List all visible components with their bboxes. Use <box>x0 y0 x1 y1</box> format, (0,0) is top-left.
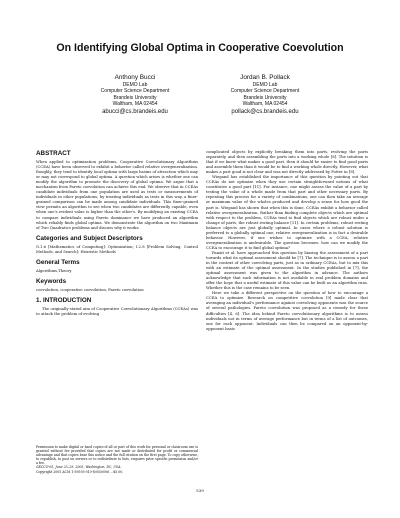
terms-heading: General Terms <box>36 258 80 266</box>
permission-text: Permission to make digital or hard copies of all or part of this work for personal or classroom use is granted without fee provided that copies are not made or distributed for profit or commercial advantage and that copies bear this notice and the full citation on the first page. To copy otherwise, to republish, to post on servers or to redistribute to lists, requires prior specific permission and/or a fee. <box>36 445 198 466</box>
categories-text: G.1.6 [Mathematics of Computing]: Optimization; I.2.8 [Problem Solving, Control Methods, and Search]: Heuristic Methods <box>36 244 198 254</box>
author-dept: Computer Science Department <box>230 88 300 95</box>
body-paragraph: Panait et al. have approached this question by biasing the assessment of a part towards what its optimal assessment should be [7]. The technique is to assess a part in the context of other coevolving parts, just as in ordinary CCEAs, but to mix this with an estimate of the optimal assessment. In the studies published in [7], the optimal assessment was given to the algorithm in advance. The authors acknowledge that such information is not available in real problem domains and offer the hope that a useful estimate of this value can be built as an algorithm runs. Whether this is the case remains to be seen. <box>206 250 368 291</box>
permission-footnote <box>36 445 198 474</box>
author-block-1 <box>65 74 205 116</box>
paper-title: On Identifying Global Optima in Cooperative Coevolution <box>56 42 344 54</box>
abstract-heading: ABSTRACT <box>36 150 71 157</box>
body-paragraph: Here we take a different perspective on the question of how to encourage a CCEA to optimize. Research on competitive coevolution [9] made clear that averaging an individual's performance against coevolving opponents was the source of several pathologies. Pareto coevolution was proposed as a remedy for these difficulties [4, 6]. The idea behind Pareto coevolutionary algorithms is to assess individuals not in terms of average performance but in terms of a list of outcomes, one for each opponent. Individuals can then be compared on an opponent-by-opponent basis <box>206 291 368 331</box>
author-city: Waltham, MA 02454 <box>242 100 288 107</box>
body-paragraph: Wiegand has established the importance of this question by pointing out that CCEAs do not optimize when they use certain straightforward notions of what constitutes a good part [11]. For instance, one might assess the value of a part by testing the value of a whole made from that part and other necessary parts. By repeating this process for a variety of combinations, one can then take an average or maximum value of the wholes produced and develop a sense for how good the part is. Wiegand has shown that when this is done, CCEAs exhibit a behavior called relative overgeneralization. Rather than finding complete objects which are optimal with respect to the problem, CCEAs tend to find objects which are robust under a change of parts, the robust resting balance [11]. In certain problems, robust resting balance objects are just globally optimal. In cases where a robust solution is preferred to a globally optimal one, relative overgeneralization is in fact a desirable behavior. However, if one wishes to optimize with a CCEA, relative overgeneralization is undesirable. The question becomes: how can we modify the CCEA to encourage it to find global optima? <box>206 175 368 250</box>
introduction-text: The originally-stated aim of Cooperative Coevolutionary Algorithms (CCEAs) was to attack the problem of evolving <box>36 306 198 316</box>
page-number: 539 <box>196 488 204 493</box>
author-city: Waltham, MA 02454 <box>112 100 158 107</box>
author-university: Brandeis University <box>113 94 157 101</box>
terms-text: Algorithms,Theory <box>36 268 72 273</box>
abstract-text: When applied to optimization problems, Cooperative Coevolutionary Algorithms (CCEA) have been observed to exhibit a behavior called relative overgeneralization. Roughly, they tend to identify local optima with large basins of attraction which may or may not correspond to global optima. A question which arises is whether one can modify the algorithm to promote the discovery of global optima. We argue that a mechanism from Pareto coevolution can achieve this end. We observe that in CCEAs candidate individuals from one population are used as tests or measurements of individuals in other populations; by treating individuals as tests in this way, a finer-grained comparison can be made among candidate individuals. This finer-grained view permits an algorithm to see when two candidates are differently capable, even when one's evident value is higher than the other's. By modifying an existing CCEA to compare individuals using Pareto dominance we have produced an algorithm which reliably finds global optima. We demonstrate the algorithm on two Maximum of Two Quadratics problems and discuss why it works. <box>36 160 198 230</box>
author-lab: DEMO Lab <box>252 82 278 88</box>
introduction-heading: 1. INTRODUCTION <box>36 296 92 304</box>
venue-text: GECCO'05, June 25–29, 2005, Washington, DC, USA. <box>36 465 122 470</box>
categories-heading: Categories and Subject Descriptors <box>36 234 143 242</box>
keywords-heading: Keywords <box>36 277 67 285</box>
body-paragraph: complicated objects by explicitly breaking them into parts, evolving the parts separately, and then assembling the parts into a working whole [8]. The intuition is that if we knew what makes a good part, then it should be easier to find good parts and assemble them than it would be to find a working whole directly. However, what makes a part good is not clear and was not directly addressed by Potter in [8]. <box>206 150 368 175</box>
author-university: Brandeis University <box>243 94 287 101</box>
keywords-text: coevolution, cooperative coevolution, Pareto coevolution <box>36 287 144 292</box>
author-lab: DEMO Lab <box>122 82 148 88</box>
left-column <box>36 150 198 317</box>
author-email: pollack@cs.brandeis.edu <box>231 109 299 116</box>
author-dept: Computer Science Department <box>100 88 170 95</box>
author-name: Jordan B. Pollack <box>240 74 290 81</box>
right-column <box>206 150 368 332</box>
author-name: Anthony Bucci <box>114 74 156 81</box>
copyright-text: Copyright 2005 ACM 1-59593-010-8/05/0006 ...$5.00. <box>36 469 124 474</box>
author-email: abucci@cs.brandeis.edu <box>102 109 168 116</box>
author-block-2 <box>195 74 335 116</box>
